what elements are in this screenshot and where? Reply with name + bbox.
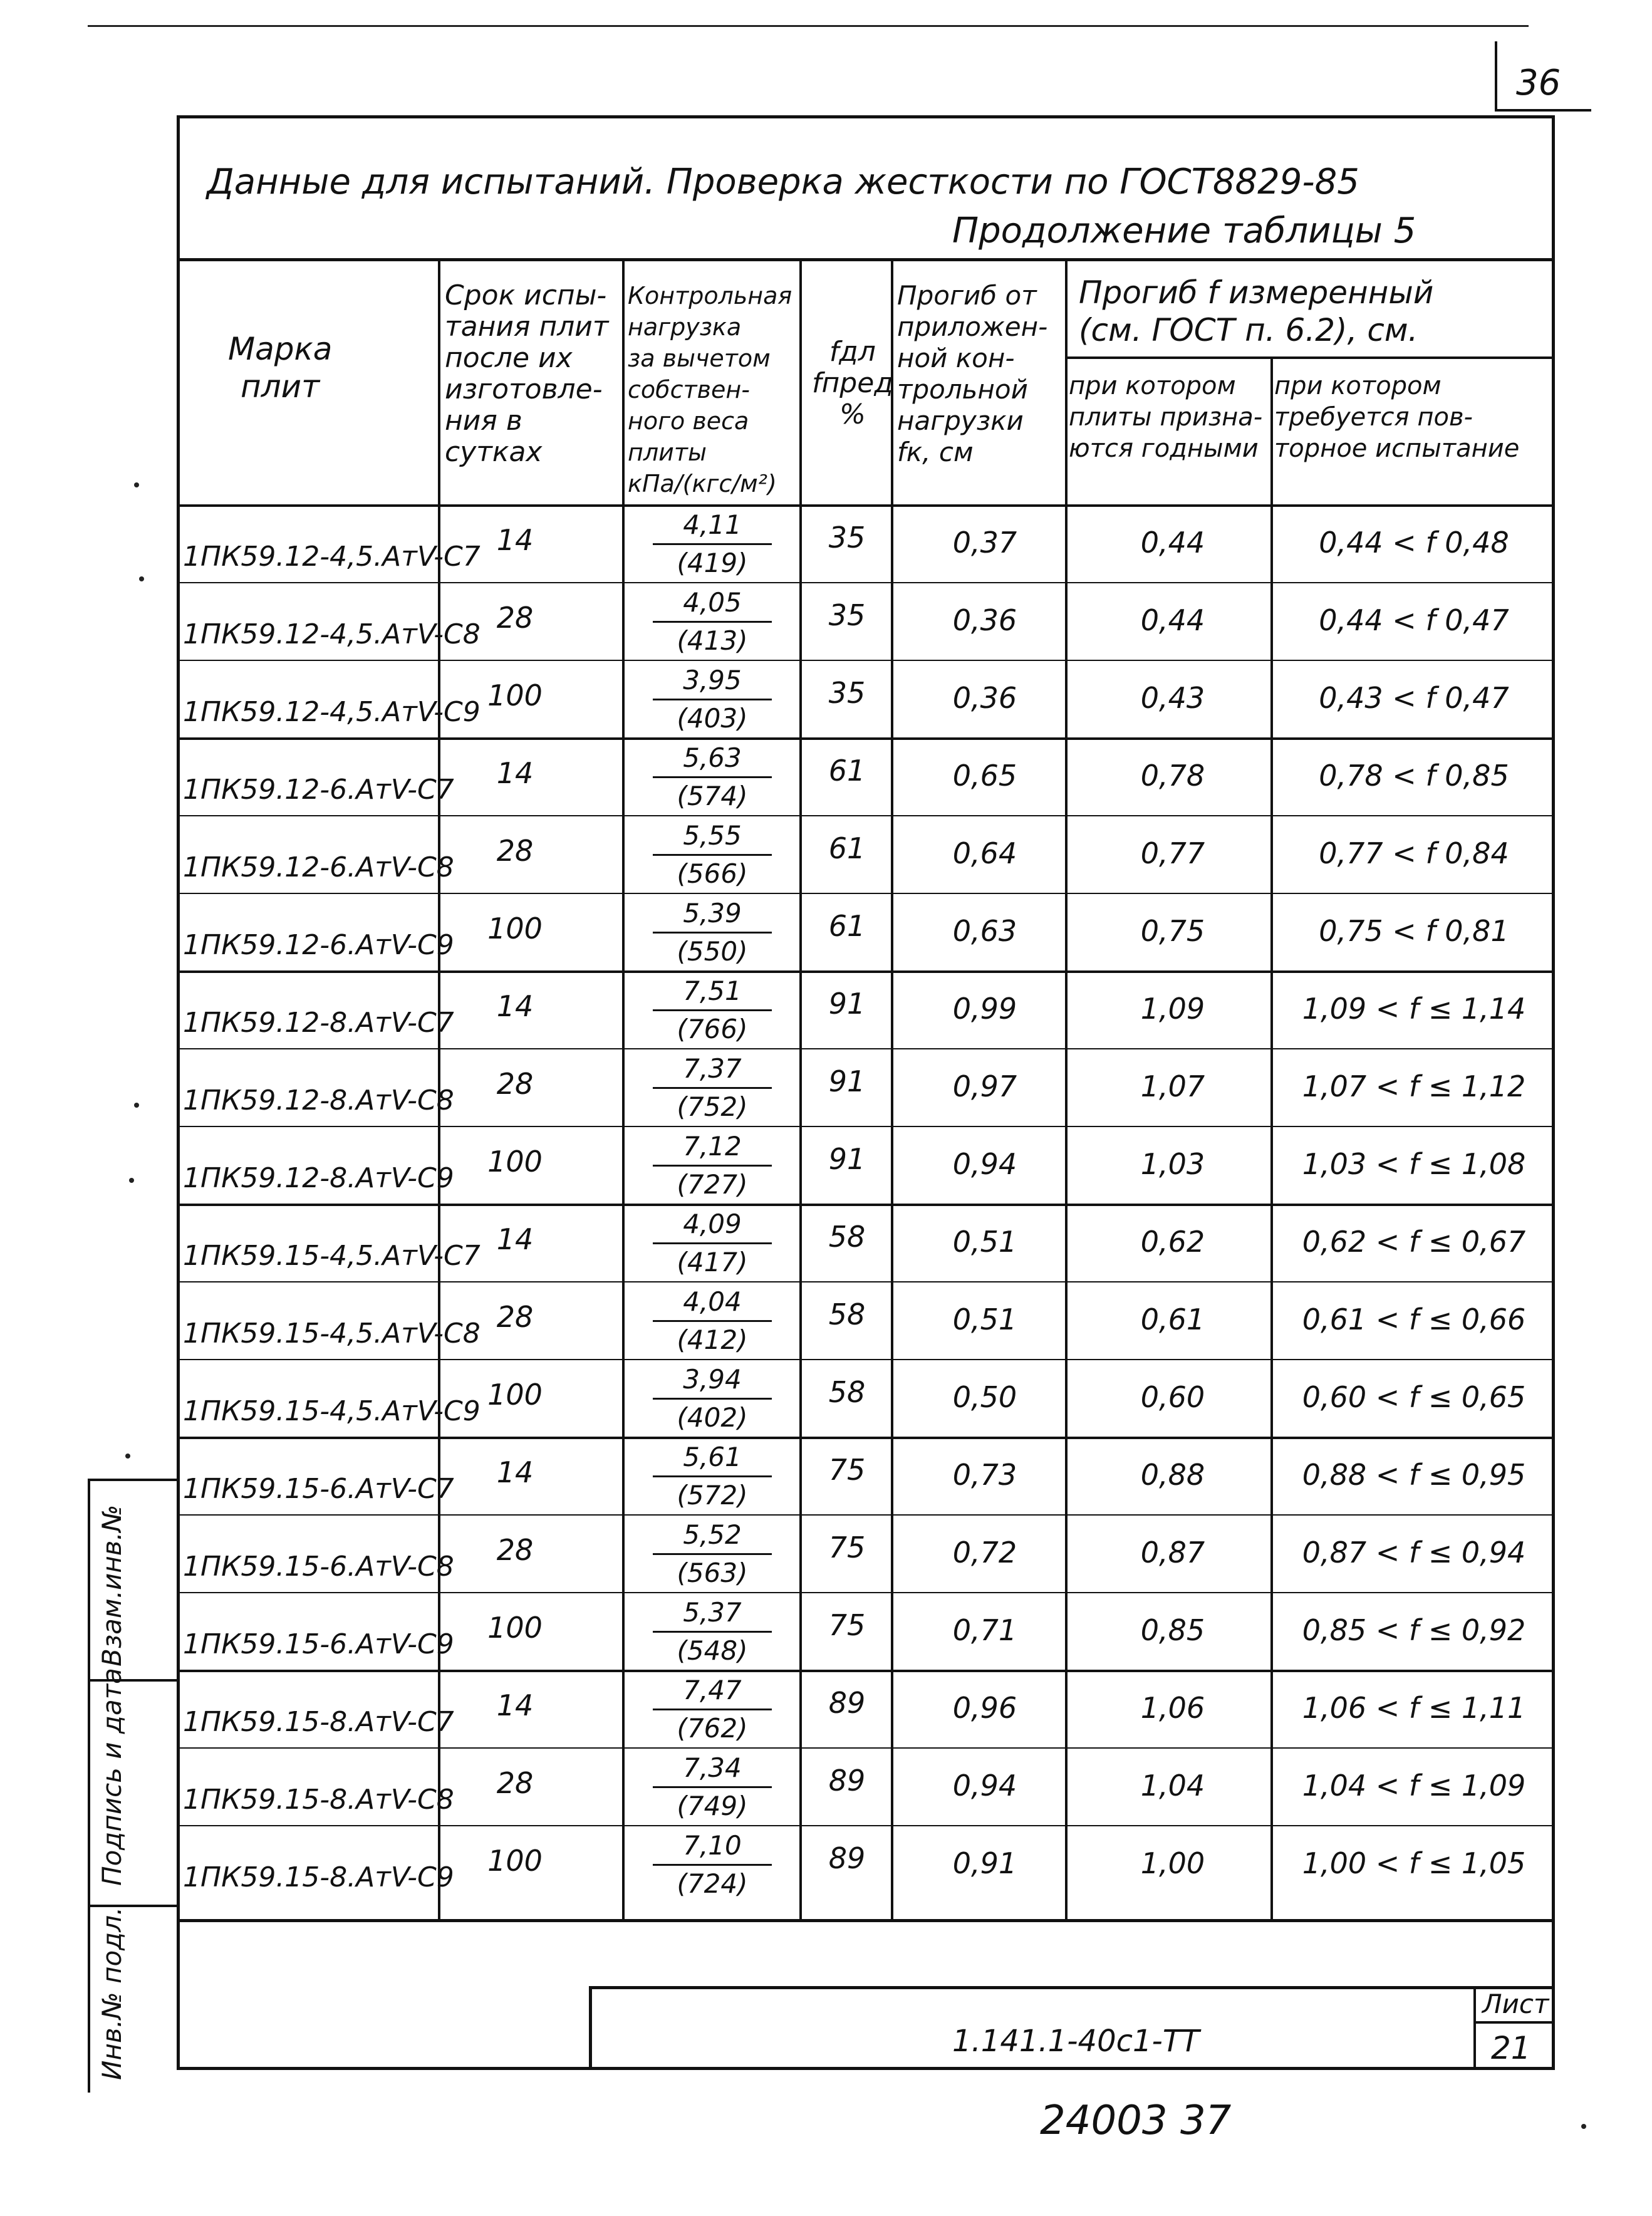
row-mark: 1ПК59.12-6.АтV-С9	[183, 929, 454, 961]
row-mark: 1ПК59.15-4,5.АтV-С8	[183, 1318, 481, 1350]
row-deflection-fit: 1,06	[1140, 1691, 1205, 1725]
row-ratio: 91	[828, 1142, 866, 1176]
row-term: 100	[487, 912, 543, 945]
row-separator	[177, 815, 1555, 816]
row-deflection-retest: 1,07 < f ≤ 1,12	[1302, 1069, 1526, 1103]
group-separator	[177, 1204, 1555, 1206]
row-deflection-fit: 0,61	[1140, 1303, 1205, 1336]
row-load-kgf: (417)	[677, 1247, 748, 1277]
row-deflection-applied: 0,94	[952, 1147, 1017, 1181]
scan-speck	[134, 482, 139, 487]
scan-top-line	[88, 25, 1529, 27]
row-load-kgf: (762)	[677, 1713, 748, 1744]
row-deflection-retest: 0,77 < f 0,84	[1319, 836, 1509, 870]
row-deflection-retest: 0,78 < f 0,85	[1319, 759, 1509, 793]
row-deflection-retest: 0,61 < f ≤ 0,66	[1302, 1303, 1526, 1336]
row-deflection-fit: 0,44	[1140, 603, 1205, 637]
row-load-kgf: (402)	[677, 1402, 748, 1433]
row-term: 28	[496, 1300, 534, 1334]
row-ratio: 61	[828, 831, 866, 865]
row-ratio: 58	[828, 1220, 866, 1254]
row-deflection-retest: 0,43 < f 0,47	[1319, 681, 1509, 715]
row-deflection-applied: 0,50	[952, 1380, 1017, 1414]
header-deflection-measured: Прогиб f измеренный (см. ГОСТ п. 6.2), см.	[1079, 274, 1434, 348]
row-ratio: 75	[828, 1453, 866, 1487]
row-term: 100	[487, 679, 543, 712]
row-load-fraction	[653, 587, 772, 657]
row-load-fraction	[653, 665, 772, 734]
row-load-fraction	[653, 1364, 772, 1433]
scan-speck	[1581, 2124, 1586, 2129]
row-load-kpa: 7,37	[653, 1053, 772, 1089]
row-deflection-applied: 0,97	[952, 1069, 1017, 1103]
group-separator	[177, 970, 1555, 973]
row-deflection-applied: 0,64	[952, 836, 1017, 870]
row-deflection-retest: 1,00 < f ≤ 1,05	[1302, 1846, 1526, 1880]
row-term: 14	[496, 523, 534, 557]
row-ratio: 91	[828, 987, 866, 1021]
row-deflection-retest: 0,44 < f 0,48	[1319, 526, 1509, 559]
row-load-kpa: 5,55	[653, 820, 772, 856]
row-load-kgf: (413)	[677, 625, 748, 656]
row-mark: 1ПК59.15-8.АтV-С9	[183, 1861, 454, 1893]
row-mark: 1ПК59.12-4,5.АтV-С8	[183, 618, 481, 650]
row-load-fraction	[653, 820, 772, 890]
row-ratio: 58	[828, 1298, 866, 1331]
row-separator	[177, 582, 1555, 583]
row-deflection-applied: 0,99	[952, 992, 1017, 1026]
row-deflection-applied: 0,63	[952, 914, 1017, 948]
column-divider	[1065, 261, 1068, 1922]
row-deflection-fit: 0,87	[1140, 1536, 1205, 1569]
row-mark: 1ПК59.15-6.АтV-С9	[183, 1628, 454, 1660]
column-divider	[622, 261, 625, 1922]
header-bottom-line	[177, 504, 1555, 507]
row-deflection-applied: 0,51	[952, 1225, 1017, 1259]
row-load-kpa: 7,51	[653, 975, 772, 1011]
row-mark: 1ПК59.12-8.АтV-С7	[183, 1007, 454, 1039]
row-load-kpa: 7,47	[653, 1675, 772, 1710]
row-load-fraction	[653, 1675, 772, 1744]
row-term: 14	[496, 1688, 534, 1722]
row-mark: 1ПК59.12-6.АтV-С8	[183, 851, 454, 883]
row-deflection-fit: 0,43	[1140, 681, 1205, 715]
row-term: 14	[496, 989, 534, 1023]
row-mark: 1ПК59.12-6.АтV-С7	[183, 774, 454, 806]
row-load-fraction	[653, 1752, 772, 1822]
row-deflection-applied: 0,71	[952, 1613, 1017, 1647]
row-mark: 1ПК59.15-6.АтV-С8	[183, 1551, 454, 1583]
row-deflection-applied: 0,73	[952, 1458, 1017, 1492]
header-fit: при котором плиты призна- ются годными	[1069, 372, 1263, 463]
row-load-kpa: 7,34	[653, 1752, 772, 1788]
page-title: Данные для испытаний. Проверка жесткости по ГОСТ8829-85	[207, 162, 1359, 202]
row-separator	[177, 1126, 1555, 1127]
row-deflection-applied: 0,72	[952, 1536, 1017, 1569]
row-deflection-applied: 0,37	[952, 526, 1017, 559]
deflection-table	[177, 258, 1555, 1922]
row-deflection-retest: 1,04 < f ≤ 1,09	[1302, 1769, 1526, 1802]
row-deflection-fit: 0,60	[1140, 1380, 1205, 1414]
row-load-kgf: (752)	[677, 1091, 748, 1122]
row-deflection-fit: 1,07	[1140, 1069, 1205, 1103]
row-ratio: 75	[828, 1531, 866, 1564]
title-block-divider	[1473, 1986, 1476, 2070]
row-mark: 1ПК59.15-4,5.АтV-С7	[183, 1240, 481, 1272]
row-ratio: 58	[828, 1375, 866, 1409]
row-deflection-retest: 0,85 < f ≤ 0,92	[1302, 1613, 1526, 1647]
row-separator	[177, 1359, 1555, 1360]
row-ratio: 89	[828, 1841, 866, 1875]
row-ratio: 89	[828, 1764, 866, 1797]
row-load-kgf: (749)	[677, 1791, 748, 1821]
margin-signature-date: Подпись и дата	[96, 1668, 127, 1886]
row-ratio: 61	[828, 909, 866, 943]
row-term: 100	[487, 1844, 543, 1878]
row-load-kpa: 5,52	[653, 1519, 772, 1555]
row-load-fraction	[653, 898, 772, 967]
row-deflection-retest: 1,06 < f ≤ 1,11	[1302, 1691, 1526, 1725]
row-load-kgf: (727)	[677, 1169, 748, 1200]
row-term: 28	[496, 601, 534, 635]
row-deflection-applied: 0,94	[952, 1769, 1017, 1802]
row-term: 100	[487, 1145, 543, 1178]
row-deflection-retest: 0,60 < f ≤ 0,65	[1302, 1380, 1526, 1414]
row-term: 28	[496, 1067, 534, 1101]
row-separator	[177, 1592, 1555, 1593]
row-load-kpa: 7,10	[653, 1830, 772, 1866]
row-load-kpa: 3,94	[653, 1364, 772, 1400]
page-subtitle: Продолжение таблицы 5	[952, 211, 1416, 251]
header-load: Контрольная нагрузка за вычетом собствен- ного веса плиты кПа/(кгс/м²)	[628, 282, 792, 497]
header-ratio: fдл fпред %	[812, 336, 893, 430]
row-load-kpa: 5,61	[653, 1442, 772, 1477]
row-mark: 1ПК59.15-4,5.АтV-С9	[183, 1395, 481, 1427]
row-deflection-fit: 0,85	[1140, 1613, 1205, 1647]
row-deflection-fit: 1,09	[1140, 992, 1205, 1026]
row-separator	[177, 1048, 1555, 1049]
row-deflection-fit: 0,62	[1140, 1225, 1205, 1259]
row-load-fraction	[653, 742, 772, 812]
row-load-kgf: (548)	[677, 1635, 748, 1666]
group-separator	[177, 1437, 1555, 1439]
group-separator	[177, 737, 1555, 740]
row-deflection-fit: 1,04	[1140, 1769, 1205, 1802]
row-load-fraction	[653, 1442, 772, 1511]
archive-number: 24003 37	[1040, 2098, 1232, 2144]
row-separator	[177, 1281, 1555, 1282]
row-deflection-retest: 0,44 < f 0,47	[1319, 603, 1509, 637]
row-deflection-retest: 1,09 < f ≤ 1,14	[1302, 992, 1526, 1026]
row-load-kpa: 4,04	[653, 1286, 772, 1322]
row-term: 14	[496, 1455, 534, 1489]
header-term: Срок испы- тания плит после их изготовле- ния в сутках	[445, 279, 609, 468]
scan-speck	[134, 1103, 139, 1108]
row-deflection-fit: 1,03	[1140, 1147, 1205, 1181]
row-load-kpa: 3,95	[653, 665, 772, 700]
row-load-fraction	[653, 1286, 772, 1356]
header-deflection-applied: Прогиб от приложен- ной кон- трольной нагрузки fк, см	[897, 280, 1048, 467]
column-divider	[891, 261, 893, 1922]
row-deflection-fit: 1,00	[1140, 1846, 1205, 1880]
row-load-fraction	[653, 509, 772, 579]
row-deflection-applied: 0,36	[952, 681, 1017, 715]
header-sub-line	[1065, 356, 1555, 359]
scan-speck	[125, 1454, 130, 1459]
row-deflection-applied: 0,96	[952, 1691, 1017, 1725]
header-mark: Марка плит	[228, 331, 333, 405]
margin-replace-inv: Взам.инв.№	[96, 1504, 127, 1667]
row-mark: 1ПК59.15-6.АтV-С7	[183, 1473, 454, 1505]
row-load-kgf: (566)	[677, 858, 748, 889]
row-deflection-fit: 0,44	[1140, 526, 1205, 559]
row-term: 28	[496, 1533, 534, 1567]
row-term: 28	[496, 1766, 534, 1800]
row-load-kgf: (403)	[677, 703, 748, 734]
page-sheet-number: 36	[1516, 63, 1561, 103]
row-ratio: 35	[828, 676, 866, 710]
row-load-kgf: (550)	[677, 936, 748, 967]
row-load-fraction	[653, 975, 772, 1045]
sheet-value: 21	[1491, 2030, 1531, 2066]
row-load-kpa: 5,39	[653, 898, 772, 934]
header-retest: при котором требуется пов- торное испытание	[1274, 372, 1520, 463]
row-mark: 1ПК59.12-8.АтV-С8	[183, 1085, 454, 1116]
row-deflection-applied: 0,65	[952, 759, 1017, 793]
row-term: 28	[496, 834, 534, 868]
row-load-kgf: (724)	[677, 1868, 748, 1899]
row-load-kgf: (766)	[677, 1014, 748, 1044]
scan-speck	[129, 1178, 134, 1183]
row-load-kpa: 4,05	[653, 587, 772, 623]
row-ratio: 75	[828, 1608, 866, 1642]
row-load-fraction	[653, 1830, 772, 1900]
row-ratio: 89	[828, 1686, 866, 1720]
row-load-kpa: 7,12	[653, 1131, 772, 1167]
row-deflection-fit: 0,75	[1140, 914, 1205, 948]
row-deflection-retest: 1,03 < f ≤ 1,08	[1302, 1147, 1526, 1181]
row-deflection-retest: 0,75 < f 0,81	[1319, 914, 1509, 948]
row-separator	[177, 660, 1555, 661]
group-separator	[177, 1670, 1555, 1672]
row-load-fraction	[653, 1209, 772, 1278]
row-mark: 1ПК59.15-8.АтV-С8	[183, 1784, 454, 1816]
row-load-kgf: (572)	[677, 1480, 748, 1511]
row-ratio: 91	[828, 1064, 866, 1098]
row-mark: 1ПК59.12-4,5.АтV-С7	[183, 541, 481, 573]
row-load-kgf: (574)	[677, 781, 748, 811]
row-mark: 1ПК59.15-8.АтV-С7	[183, 1706, 454, 1738]
row-deflection-fit: 0,88	[1140, 1458, 1205, 1492]
row-ratio: 35	[828, 521, 866, 554]
row-load-fraction	[653, 1131, 772, 1200]
row-deflection-applied: 0,36	[952, 603, 1017, 637]
row-ratio: 61	[828, 754, 866, 788]
row-separator	[177, 1514, 1555, 1516]
scan-speck	[139, 576, 144, 581]
row-load-kpa: 4,09	[653, 1209, 772, 1244]
row-ratio: 35	[828, 598, 866, 632]
row-deflection-applied: 0,91	[952, 1846, 1017, 1880]
row-deflection-retest: 0,62 < f ≤ 0,67	[1302, 1225, 1526, 1259]
row-deflection-fit: 0,77	[1140, 836, 1205, 870]
row-term: 100	[487, 1611, 543, 1645]
row-separator	[177, 1747, 1555, 1749]
row-deflection-retest: 0,87 < f ≤ 0,94	[1302, 1536, 1526, 1569]
row-load-kpa: 5,37	[653, 1597, 772, 1633]
row-load-kgf: (563)	[677, 1558, 748, 1588]
row-separator	[177, 893, 1555, 894]
row-load-kgf: (412)	[677, 1324, 748, 1355]
row-deflection-fit: 0,78	[1140, 759, 1205, 793]
row-load-kpa: 5,63	[653, 742, 772, 778]
row-deflection-retest: 0,88 < f ≤ 0,95	[1302, 1458, 1526, 1492]
row-term: 14	[496, 756, 534, 790]
margin-inv-orig: Инв.№ подл.	[96, 1906, 127, 2080]
column-divider	[799, 261, 802, 1922]
document-code: 1.141.1-40с1-ТТ	[952, 2024, 1200, 2059]
row-load-fraction	[653, 1053, 772, 1123]
row-deflection-applied: 0,51	[952, 1303, 1017, 1336]
row-mark: 1ПК59.12-4,5.АтV-С9	[183, 696, 481, 728]
sheet-label: Лист	[1482, 1989, 1549, 2019]
row-term: 14	[496, 1222, 534, 1256]
row-mark: 1ПК59.12-8.АтV-С9	[183, 1162, 454, 1194]
row-load-fraction	[653, 1597, 772, 1667]
row-separator	[177, 1825, 1555, 1826]
row-term: 100	[487, 1378, 543, 1412]
title-block-divider	[1473, 2021, 1555, 2024]
row-load-kgf: (419)	[677, 548, 748, 578]
row-load-kpa: 4,11	[653, 509, 772, 545]
column-divider	[1270, 356, 1273, 1922]
row-load-fraction	[653, 1519, 772, 1589]
